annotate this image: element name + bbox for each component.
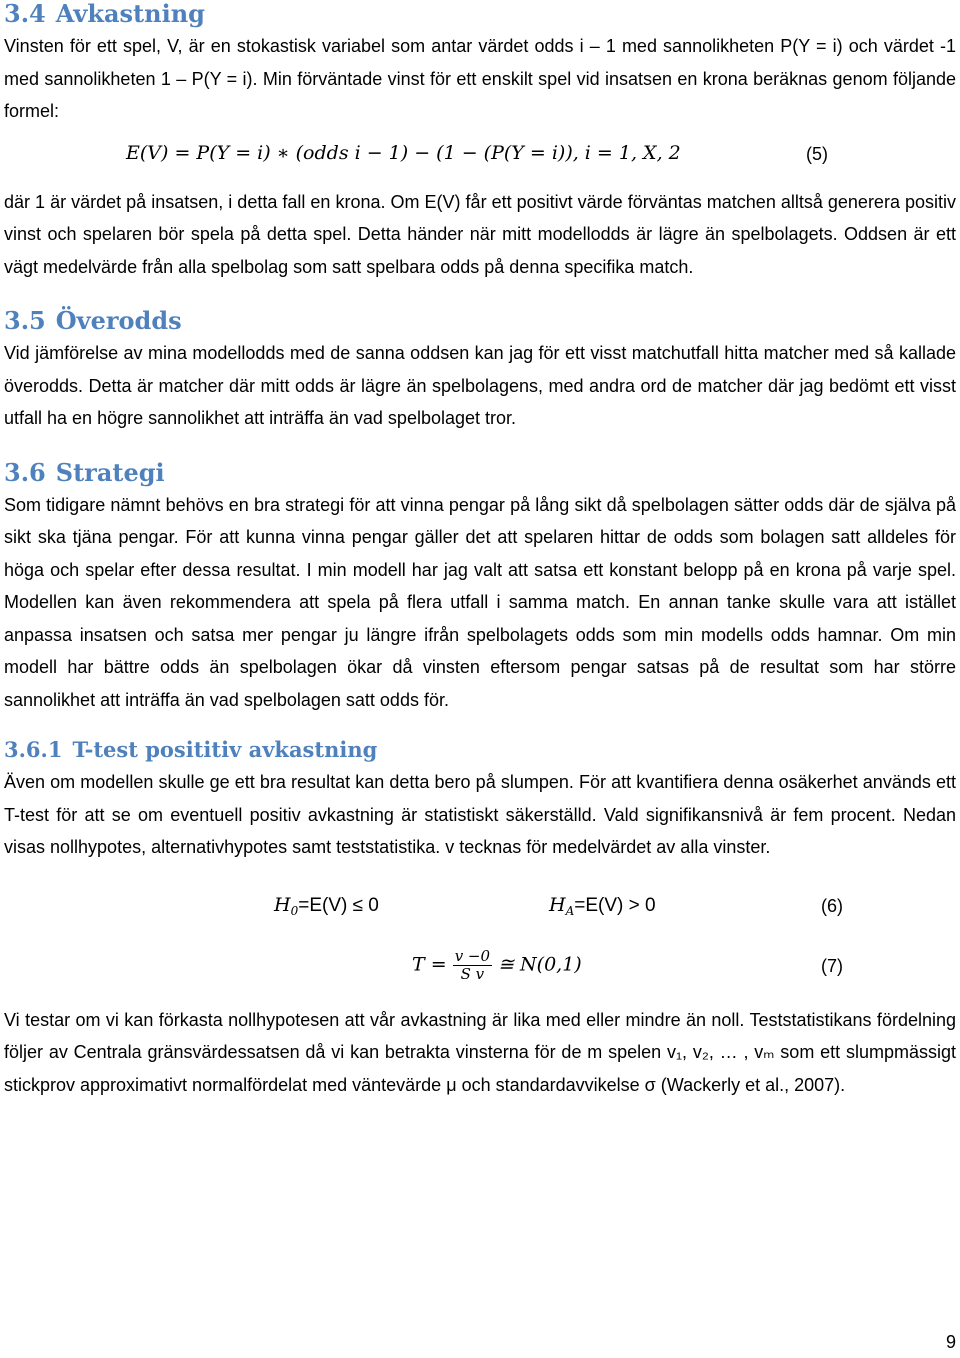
document-page (4, 0, 956, 1101)
paragraph-strategi: Som tidigare nämnt behövs en bra strategi för att vinna pengar på lång sikt då spelbolagen sätter odds där de själva på sikt ska tjäna pengar. För att kunna vinna pengar gäller det att spelaren hittar de odds som bolagen satt alldeles för höga och spelar efter dessa resultat. I min modell har jag valt att satsa ett konstant belopp på en krona på varje spel. Modellen kan även rekommendera att spela på flera utfall i samma match. En annan tanke skulle vara att istället anpassa insatsen och satsa mer pengar ju längre ifrån spelbolagets odds som min modells odds hamnar. Om min modell har bättre odds än spelbolagen ökar då vinsten eftersom pengar satsas på de resultat som har större sannolikhet att inträffa än vad spelbolagen satt odds för. (4, 494, 956, 710)
equation-6: $H_0=E(V) \le 0$ $H_A=E(V) > 0$ (6) (274, 893, 843, 918)
section-heading-3-4: 3.4 Avkastning (4, 0, 205, 28)
paragraph-avkastning-2: där 1 är värdet på insatsen, i detta fall en krona. Om E(V) får ett positivt värde förväntas matchen alltså generera positiv vinst och spelaren bör spela på detta spel. Detta händer när mitt modellodds är lägre än spelbolagets. Oddsen är ett vägt medelvärde från alla spelbolag som satt spelbara odds på denna specifika match. (4, 191, 956, 277)
section-heading-3-5: 3.5 Överodds (4, 306, 182, 335)
equation-5: E(V) = P(Y = i) ∗ (odds i − 1) − (1 − (P(Y = i)), i = 1, X, 2 (5) (126, 141, 828, 164)
paragraph-avkastning-1: Vinsten för ett spel, V, är en stokastisk variabel som antar värdet odds i – 1 med sannolikheten P(Y = i) och värdet -1 med sannolikheten 1 – P(Y = i). Min förväntade vinst för ett enskilt spel vid insatsen en krona beräknas genom följande formel: (4, 36, 956, 121)
section-heading-3-6: 3.6 Strategi (4, 457, 165, 487)
paragraph-overodds: Vid jämförelse av mina modellodds med de sanna oddsen kan jag för ett visst matchutfall hitta matcher med så kallade överodds. Detta är matcher där mitt odds är lägre än spelbolagens, med andra ord de matcher där jag bedömt ett visst utfall ha en högre sannolikhet att inträffa än vad spelbolaget tror. (4, 343, 956, 428)
h0-symbol: $H_0$ (274, 893, 299, 918)
t-fraction: $\frac{v -0}{\text{S v}}$ (454, 946, 491, 983)
paragraph-ttest-2: Vi testar om vi kan förkasta nollhypotesen att vår avkastning är lika med eller mindre än noll. Teststatistikans fördelning följer av Centrala gränsvärdessatsen då vi kan betrakta vinsterna för de m spelen v₁, v₂, … , vₘ som ett slumpmässigt stickprov approximativt normalfördelat med väntevärde μ och standardavvikelse σ (Wackerly et al., 2007). (4, 1009, 956, 1095)
equation-7: T = $\frac{v -0}{\text{S v}}$ ≅ N(0,1) (7) (412, 946, 843, 983)
ha-symbol: $H_A$ (549, 893, 575, 918)
paragraph-ttest-1: Även om modellen skulle ge ett bra resultat kan detta bero på slumpen. För att kvantifiera denna osäkerhet används ett T-test för att se om eventuell positiv avkastning är statistiskt säkerställd. Vald signifikansnivå är fem procent. Nedan visas nollhypotes, alternativhypotes samt teststatistika. v tecknas för medelvärdet av alla vinster. (4, 772, 956, 857)
section-heading-3-6-1: 3.6.1 T-test posititiv avkastning (4, 737, 378, 762)
page-number: 9 (945, 1332, 956, 1352)
